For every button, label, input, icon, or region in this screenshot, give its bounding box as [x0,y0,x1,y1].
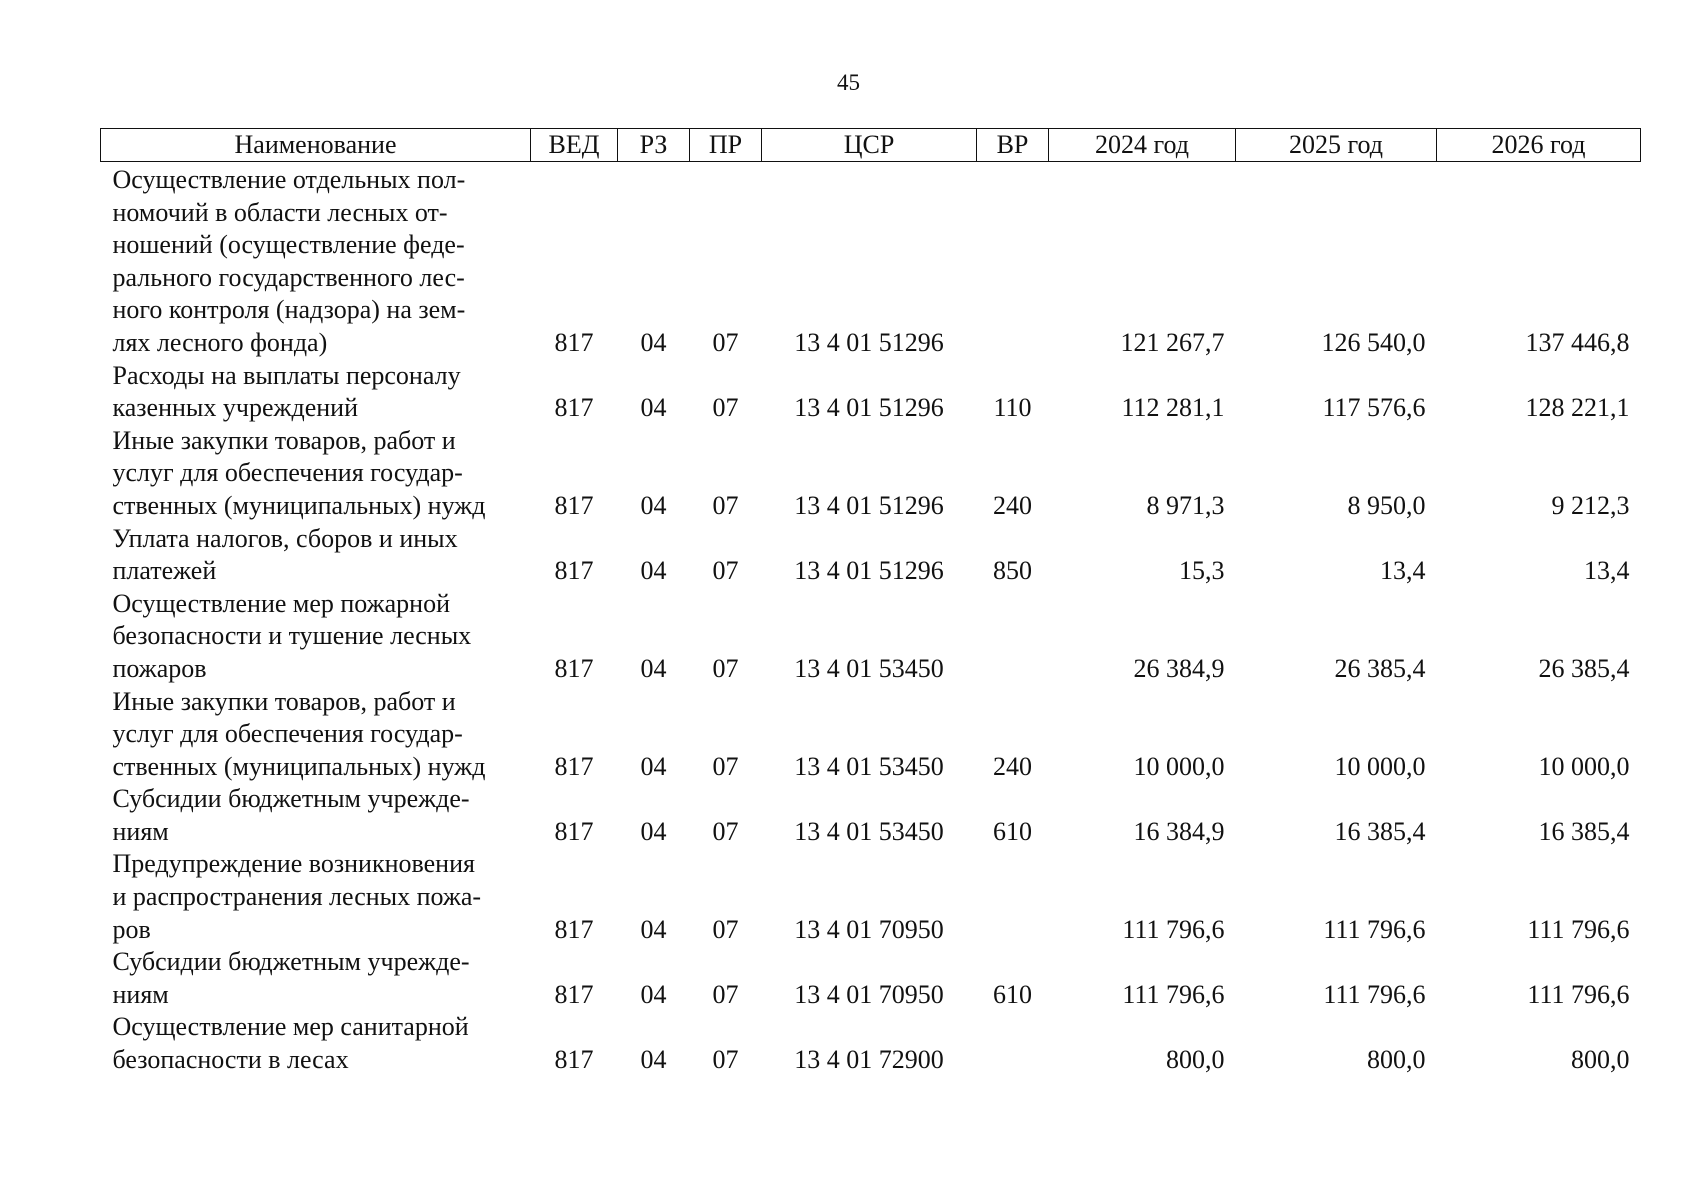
header-pr: ПР [690,129,762,162]
name-line: Иные закупки товаров, работ и [112,686,456,716]
name-line: ственных (муниципальных) нужд [112,751,486,781]
table-row [101,946,1641,1011]
cell-ved: 817 [554,393,594,423]
cell-ved: 817 [554,653,594,683]
cell-2024: 111 796,6 [1122,914,1225,944]
name-line: ношений (осуществление феде- [112,230,465,260]
cell-2026: 128 221,1 [1525,393,1630,423]
name-line: Уплата налогов, сборов и иных [112,523,458,553]
cell-name [101,783,531,848]
cell-rz: 04 [640,816,667,846]
name-line: Субсидии бюджетным учрежде- [112,947,470,977]
cell-rz: 04 [640,979,667,1009]
cell-ved: 817 [554,556,594,586]
cell-2026: 26 385,4 [1538,653,1630,683]
header-name: Наименование [101,129,531,162]
cell-ved: 817 [554,979,594,1009]
name-line: безопасности и тушение лесных [112,621,472,651]
name-line: Иные закупки товаров, работ и [112,425,456,455]
cell-vr: 610 [993,816,1032,846]
table-row [101,588,1641,686]
header-row [101,129,1641,162]
cell-rz: 04 [640,327,667,357]
cell-pr: 07 [712,816,739,846]
cell-2025: 26 385,4 [1334,653,1426,683]
table-row [101,360,1641,425]
cell-csr: 13 4 01 51296 [794,490,944,520]
cell-ved: 817 [554,914,594,944]
cell-pr: 07 [712,653,739,683]
cell-csr: 13 4 01 51296 [794,393,944,423]
header-2024: 2024 год [1049,129,1236,162]
table-row [101,783,1641,848]
cell-rz: 04 [640,751,667,781]
name-line: Осуществление мер пожарной [112,588,450,618]
cell-ved: 817 [554,327,594,357]
header-rz: РЗ [618,129,690,162]
cell-2025: 8 950,0 [1347,490,1426,520]
cell-pr: 07 [712,979,739,1009]
cell-2025: 800,0 [1367,1045,1426,1075]
cell-2024: 26 384,9 [1133,653,1225,683]
cell-csr: 13 4 01 51296 [794,327,944,357]
cell-pr: 07 [712,556,739,586]
table-row [101,162,1641,360]
cell-2024: 111 796,6 [1122,979,1225,1009]
cell-2026: 13,4 [1584,556,1630,586]
cell-csr: 13 4 01 51296 [794,556,944,586]
name-line: пожаров [112,653,207,683]
name-line: Осуществление отдельных пол- [112,165,466,194]
cell-vr: 240 [993,751,1032,781]
cell-pr: 07 [712,1045,739,1075]
table-header [101,129,1641,162]
name-line: и распространения лесных пожа- [112,882,482,912]
cell-2025: 126 540,0 [1321,327,1426,357]
name-line: ниям [112,816,169,846]
name-line: рального государственного лес- [112,262,465,292]
name-line: платежей [112,556,217,586]
cell-rz: 04 [640,393,667,423]
cell-name [101,162,531,360]
table-body [101,162,1641,1077]
cell-csr: 13 4 01 53450 [794,653,944,683]
cell-vr: 110 [993,393,1032,423]
name-line: казенных учреждений [112,393,358,423]
cell-csr: 13 4 01 70950 [794,914,944,944]
cell-rz: 04 [640,914,667,944]
cell-vr: 850 [993,556,1032,586]
cell-2024: 16 384,9 [1133,816,1225,846]
cell-2024: 112 281,1 [1121,393,1225,423]
cell-name [101,523,531,588]
cell-2025: 111 796,6 [1323,914,1426,944]
cell-2025: 16 385,4 [1334,816,1426,846]
cell-name [101,425,531,523]
cell-rz: 04 [640,490,667,520]
header-ved: ВЕД [531,129,618,162]
cell-2025: 111 796,6 [1323,979,1426,1009]
table-row [101,1011,1641,1076]
cell-vr [977,848,1049,946]
name-line: Предупреждение возникновения [112,849,475,879]
table-row [101,686,1641,784]
cell-2025: 117 576,6 [1322,393,1426,423]
cell-2024: 10 000,0 [1133,751,1225,781]
table-row [101,425,1641,523]
cell-2026: 10 000,0 [1538,751,1630,781]
cell-vr: 610 [993,979,1032,1009]
name-line: Осуществление мер санитарной [112,1012,469,1042]
cell-rz: 04 [640,556,667,586]
cell-ved: 817 [554,490,594,520]
cell-2026: 111 796,6 [1527,979,1630,1009]
cell-pr: 07 [712,490,739,520]
cell-rz: 04 [640,1045,667,1075]
name-line: ственных (муниципальных) нужд [112,490,486,520]
cell-pr: 07 [712,914,739,944]
name-line: услуг для обеспечения государ- [112,458,463,488]
cell-name [101,946,531,1011]
cell-2025: 10 000,0 [1334,751,1426,781]
cell-ved: 817 [554,1045,594,1075]
table-row [101,848,1641,946]
cell-2026: 9 212,3 [1551,490,1630,520]
cell-pr: 07 [712,327,739,357]
cell-name [101,848,531,946]
cell-vr [977,1011,1049,1076]
page-number: 45 [837,70,860,95]
name-line: ниям [112,979,169,1009]
name-line: безопасности в лесах [112,1045,349,1075]
cell-csr: 13 4 01 70950 [794,979,944,1009]
name-line: ного контроля (надзора) на зем- [112,295,466,325]
budget-table [100,128,1641,1077]
cell-ved: 817 [554,751,594,781]
cell-2024: 8 971,3 [1146,490,1225,520]
cell-2026: 111 796,6 [1527,914,1630,944]
cell-2024: 121 267,7 [1120,327,1225,357]
name-line: Расходы на выплаты персоналу [112,360,461,390]
header-2025: 2025 год [1236,129,1437,162]
cell-vr [977,588,1049,686]
name-line: номочий в области лесных от- [112,197,448,227]
cell-vr [977,162,1049,360]
cell-name [101,1011,531,1076]
cell-csr: 13 4 01 53450 [794,751,944,781]
cell-2024: 800,0 [1166,1045,1225,1075]
header-2026: 2026 год [1437,129,1641,162]
cell-csr: 13 4 01 72900 [794,1045,944,1075]
cell-name [101,686,531,784]
cell-2024: 15,3 [1179,556,1225,586]
name-line: Субсидии бюджетным учрежде- [112,784,470,814]
cell-vr: 240 [993,490,1032,520]
cell-2026: 137 446,8 [1525,327,1630,357]
name-line: ров [112,914,151,944]
cell-2025: 13,4 [1380,556,1426,586]
cell-pr: 07 [712,393,739,423]
cell-csr: 13 4 01 53450 [794,816,944,846]
cell-name [101,360,531,425]
header-vr: ВР [977,129,1049,162]
cell-2026: 800,0 [1571,1045,1630,1075]
cell-rz: 04 [640,653,667,683]
cell-ved: 817 [554,816,594,846]
cell-name [101,588,531,686]
name-line: лях лесного фонда) [112,327,328,357]
cell-pr: 07 [712,751,739,781]
cell-2026: 16 385,4 [1538,816,1630,846]
header-csr: ЦСР [762,129,977,162]
table-row [101,523,1641,588]
name-line: услуг для обеспечения государ- [112,719,463,749]
